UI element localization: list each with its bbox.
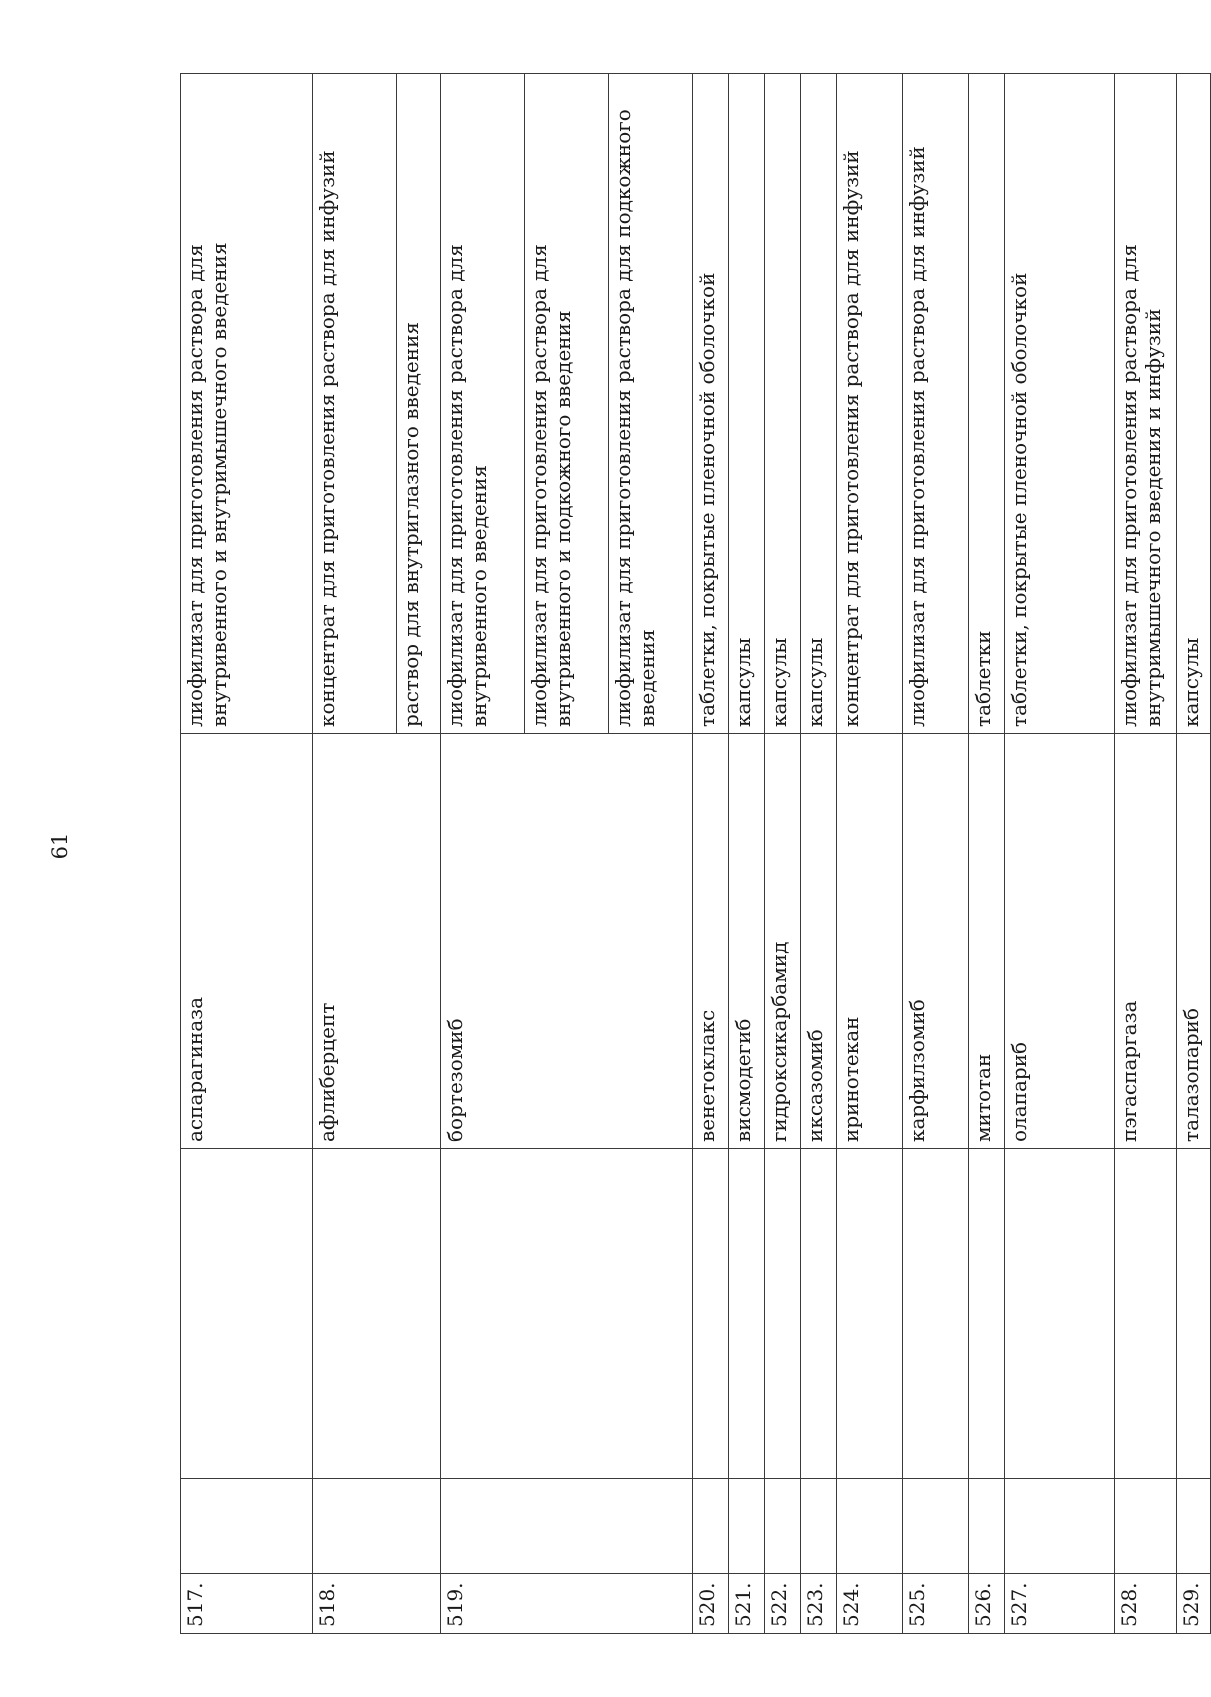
pharm-group-cell <box>837 1149 903 1479</box>
pharm-group-cell <box>903 1149 969 1479</box>
inn-cell: олапариб <box>1005 734 1115 1149</box>
row-number-cell: 527. <box>1005 1574 1115 1634</box>
table-row <box>181 74 313 1634</box>
table-row <box>765 74 801 1634</box>
dosage-form-cell: таблетки, покрытые пленочной оболочкой <box>1005 74 1115 734</box>
dosage-form-cell: раствор для внутриглазного введения <box>397 74 441 734</box>
dosage-form-cell: лиофилизат для приготовления раствора для внутривенного и внутримышечного введения <box>181 74 313 734</box>
inn-cell: венетоклакс <box>693 734 729 1149</box>
pharm-group-cell <box>765 1149 801 1479</box>
table-row <box>441 74 525 1634</box>
dosage-form-cell: лиофилизат для приготовления раствора для инфузий <box>903 74 969 734</box>
page-number: 61 <box>48 832 72 860</box>
atc-code-cell <box>1005 1479 1115 1574</box>
dosage-form-cell: лиофилизат для приготовления раствора для внутримышечного введения и инфузий <box>1115 74 1177 734</box>
pharm-group-cell <box>1177 1149 1211 1479</box>
row-number-cell: 520. <box>693 1574 729 1634</box>
table-row <box>801 74 837 1634</box>
row-number-cell: 526. <box>969 1574 1005 1634</box>
row-number-cell: 523. <box>801 1574 837 1634</box>
table-body <box>181 74 1211 1634</box>
atc-code-cell <box>313 1479 441 1574</box>
inn-cell: афлиберцепт <box>313 734 441 1149</box>
pharm-group-cell <box>1115 1149 1177 1479</box>
row-number-cell: 517. <box>181 1574 313 1634</box>
row-number-cell: 524. <box>837 1574 903 1634</box>
dosage-form-cell: концентрат для приготовления раствора для инфузий <box>837 74 903 734</box>
dosage-form-cell: концентрат для приготовления раствора для инфузий <box>313 74 397 734</box>
dosage-form-cell: лиофилизат для приготовления раствора для внутривенного и подкожного введения <box>525 74 609 734</box>
dosage-form-cell: лиофилизат для приготовления раствора для подкожного введения <box>609 74 693 734</box>
row-number-cell: 528. <box>1115 1574 1177 1634</box>
atc-code-cell <box>801 1479 837 1574</box>
inn-cell: бортезомиб <box>441 734 693 1149</box>
table-row <box>1005 74 1115 1634</box>
table-row <box>729 74 765 1634</box>
inn-cell: аспарагиназа <box>181 734 313 1149</box>
dosage-form-cell: таблетки, покрытые пленочной оболочкой <box>693 74 729 734</box>
inn-cell: гидроксикарбамид <box>765 734 801 1149</box>
pharm-group-cell <box>729 1149 765 1479</box>
row-number-cell: 525. <box>903 1574 969 1634</box>
atc-code-cell <box>693 1479 729 1574</box>
table-row <box>693 74 729 1634</box>
pharm-group-cell <box>693 1149 729 1479</box>
pharm-group-cell <box>441 1149 693 1479</box>
inn-cell: талазопариб <box>1177 734 1211 1149</box>
dosage-form-cell: капсулы <box>765 74 801 734</box>
inn-cell: иксазомиб <box>801 734 837 1149</box>
row-number-cell: 519. <box>441 1574 693 1634</box>
row-number-cell: 521. <box>729 1574 765 1634</box>
dosage-form-cell: капсулы <box>801 74 837 734</box>
table-row <box>969 74 1005 1634</box>
atc-code-cell <box>181 1479 313 1574</box>
pharm-group-cell <box>313 1149 441 1479</box>
dosage-form-cell: капсулы <box>1177 74 1211 734</box>
pharm-group-cell <box>1005 1149 1115 1479</box>
table-row <box>1115 74 1177 1634</box>
drug-table <box>180 73 1211 1634</box>
inn-cell: висмодегиб <box>729 734 765 1149</box>
table-row <box>837 74 903 1634</box>
atc-code-cell <box>969 1479 1005 1574</box>
dosage-form-cell: таблетки <box>969 74 1005 734</box>
dosage-form-cell: капсулы <box>729 74 765 734</box>
atc-code-cell <box>1177 1479 1211 1574</box>
row-number-cell: 529. <box>1177 1574 1211 1634</box>
table-row <box>903 74 969 1634</box>
pharm-group-cell <box>801 1149 837 1479</box>
inn-cell: пэгаспаргаза <box>1115 734 1177 1149</box>
table-row <box>1177 74 1211 1634</box>
atc-code-cell <box>765 1479 801 1574</box>
row-number-cell: 522. <box>765 1574 801 1634</box>
pharm-group-cell <box>969 1149 1005 1479</box>
inn-cell: карфилзомиб <box>903 734 969 1149</box>
dosage-form-cell: лиофилизат для приготовления раствора для внутривенного введения <box>441 74 525 734</box>
inn-cell: митотан <box>969 734 1005 1149</box>
pharm-group-cell <box>181 1149 313 1479</box>
table-row <box>313 74 397 1634</box>
inn-cell: иринотекан <box>837 734 903 1149</box>
atc-code-cell <box>729 1479 765 1574</box>
rotated-table-container <box>180 74 1203 1634</box>
atc-code-cell <box>903 1479 969 1574</box>
row-number-cell: 518. <box>313 1574 441 1634</box>
atc-code-cell <box>441 1479 693 1574</box>
atc-code-cell <box>837 1479 903 1574</box>
atc-code-cell <box>1115 1479 1177 1574</box>
